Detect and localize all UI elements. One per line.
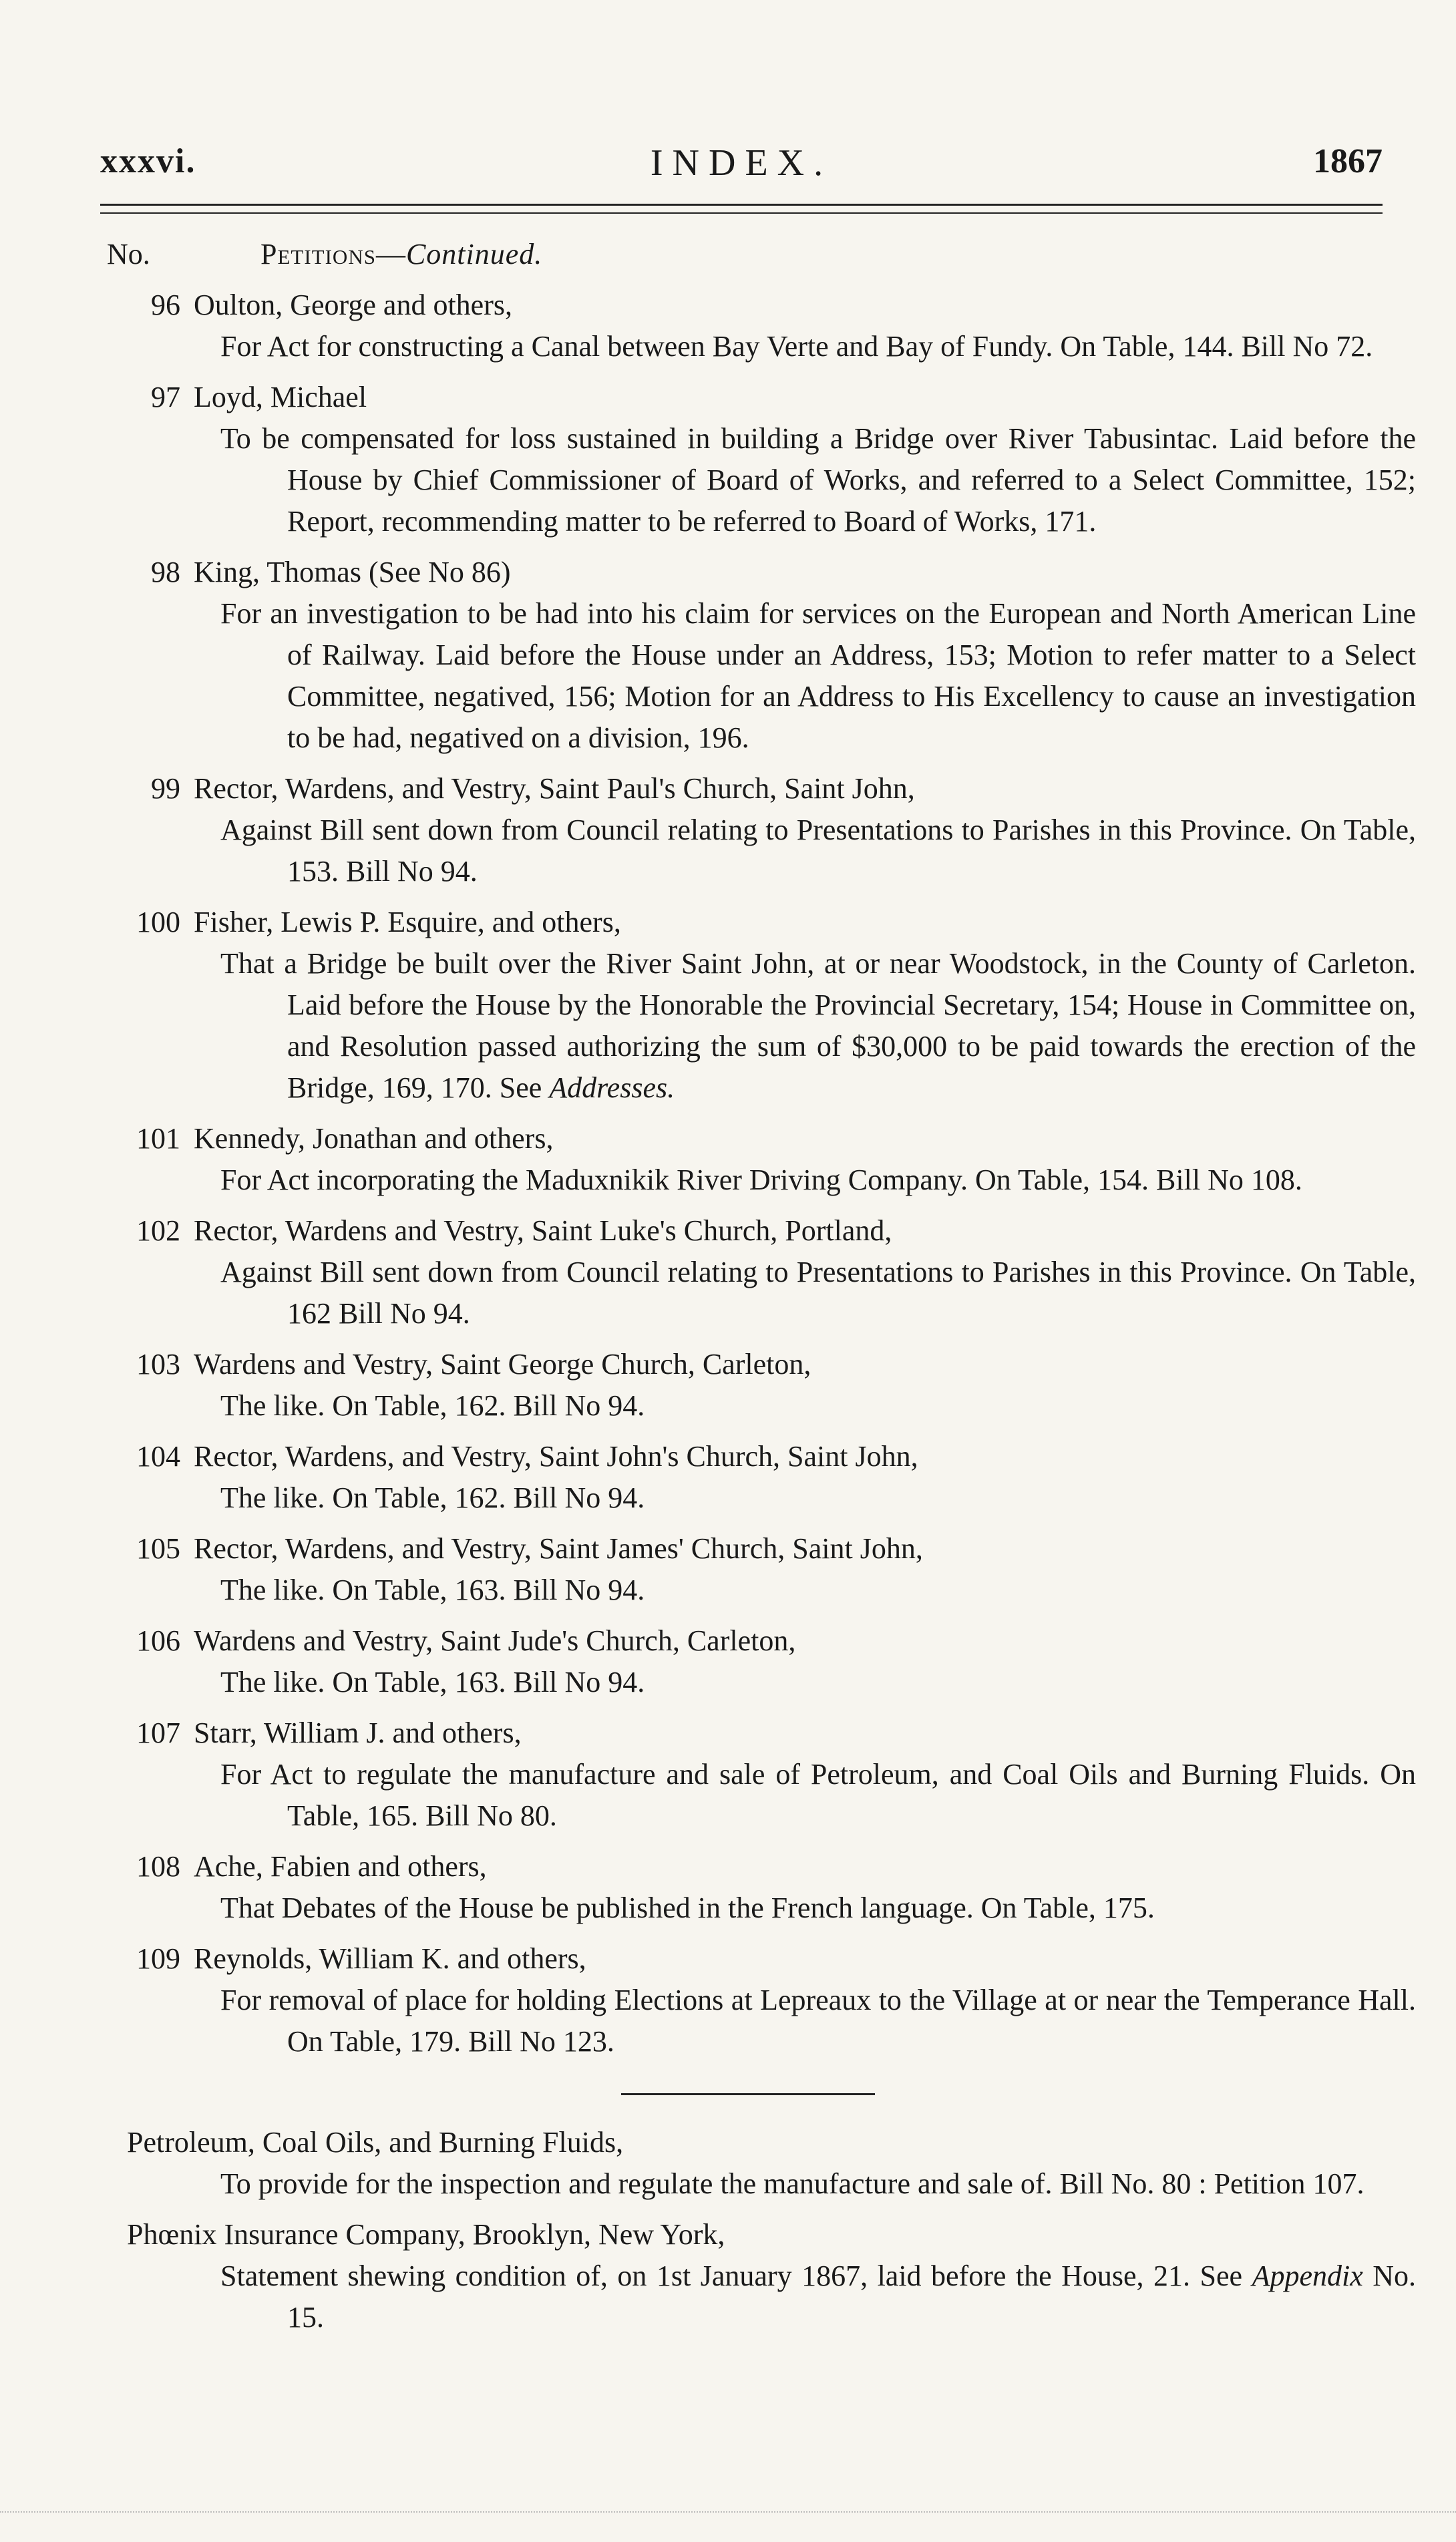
section-title: Petitions—Continued. — [260, 238, 543, 270]
petition-number: 98 — [151, 556, 180, 588]
petition-description: That a Bridge be built over the River Saint John, at or near Woodstock, in the County of Carleton. Laid before the House by the Honorable the Provincial Secretary, 154; House in Committee on, and Resolution passed authorizing the sum of $30,000 to be paid towards the erection of the Bridge, 169, 170. See Addresses. — [220, 947, 1416, 1104]
petition-entry — [107, 1620, 1416, 1703]
petition-description: For an investigation to be had into his claim for services on the European and North American Line of Railway. Laid before the House under an Address, 153; Motion to refer matter to a Select Committee, negatived, 156; Motion for an Address to His Excellency to cause an investigation to be had, negatived on a division, 196. — [220, 597, 1416, 754]
petition-description: For Act to regulate the manufacture and sale of Petroleum, and Coal Oils and Burning Fluids. On Table, 165. Bill No 80. — [220, 1758, 1416, 1832]
petitioner-name: Loyd, Michael — [194, 381, 367, 413]
petition-entry — [107, 1436, 1416, 1519]
petition-entry — [107, 1712, 1416, 1837]
petition-entry — [107, 1528, 1416, 1611]
petitioner-name: Rector, Wardens, and Vestry, Saint John's Church, Saint John, — [194, 1440, 918, 1473]
number-column-label: No. — [107, 238, 150, 270]
petition-entry — [107, 1344, 1416, 1427]
section-heading — [107, 234, 1416, 275]
petitioner-name: Ache, Fabien and others, — [194, 1850, 487, 1883]
petition-number: 105 — [136, 1532, 180, 1565]
petition-number: 109 — [136, 1942, 180, 1975]
petitioner-name: Fisher, Lewis P. Esquire, and others, — [194, 906, 621, 938]
petition-description: The like. On Table, 162. Bill No 94. — [220, 1389, 645, 1422]
petition-number: 99 — [151, 772, 180, 805]
petition-entry — [107, 552, 1416, 759]
page-number-roman: xxxvi. — [100, 142, 196, 180]
page-header — [100, 142, 1383, 188]
petition-description: The like. On Table, 163. Bill No 94. — [220, 1666, 645, 1698]
petition-number: 108 — [136, 1850, 180, 1883]
petitioner-name: Wardens and Vestry, Saint Jude's Church, Carleton, — [194, 1624, 796, 1657]
petition-description: For Act incorporating the Maduxnikik River Driving Company. On Table, 154. Bill No 108. — [220, 1163, 1302, 1196]
petition-entry — [107, 377, 1416, 542]
petition-entry — [107, 1118, 1416, 1201]
petition-number: 103 — [136, 1348, 180, 1381]
petitioner-name: Oulton, George and others, — [194, 289, 512, 321]
page-year: 1867 — [1313, 142, 1383, 180]
petitioner-name: Starr, William J. and others, — [194, 1716, 522, 1749]
petitioner-name: King, Thomas (See No 86) — [194, 556, 511, 588]
page-title: INDEX. — [650, 142, 833, 184]
petition-number: 96 — [151, 289, 180, 321]
petition-number: 106 — [136, 1624, 180, 1657]
petition-description: To be compensated for loss sustained in building a Bridge over River Tabusintac. Laid before the House by Chief Commissioner of Board of Works, and referred to a Select Committee, 152; Report, recommending matter to be referred to Board of Works, 171. — [220, 422, 1416, 538]
section-title-continued: Continued. — [405, 238, 543, 270]
petition-number: 102 — [136, 1214, 180, 1247]
index-body — [107, 234, 1416, 2338]
petition-description: For removal of place for holding Elections at Lepreaux to the Village at or near the Temperance Hall. On Table, 179. Bill No 123. — [220, 1984, 1416, 2058]
petition-description: For Act for constructing a Canal between Bay Verte and Bay of Fundy. On Table, 144. Bill No 72. — [220, 330, 1373, 363]
petition-number: 104 — [136, 1440, 180, 1473]
petitioner-name: Rector, Wardens, and Vestry, Saint James' Church, Saint John, — [194, 1532, 923, 1565]
topic-name: Petroleum, Coal Oils, and Burning Fluids, — [127, 2126, 624, 2159]
topic-entry — [107, 2214, 1416, 2338]
petition-description: Against Bill sent down from Council relating to Presentations to Parishes in this Province. On Table, 153. Bill No 94. — [220, 813, 1416, 888]
petition-entry — [107, 902, 1416, 1109]
petition-number: 100 — [136, 906, 180, 938]
petitioner-name: Rector, Wardens and Vestry, Saint Luke's Church, Portland, — [194, 1214, 892, 1247]
petitioner-name: Rector, Wardens, and Vestry, Saint Paul's Church, Saint John, — [194, 772, 915, 805]
petition-entry — [107, 1846, 1416, 1929]
page-bottom-edge — [0, 2511, 1456, 2513]
petitioner-name: Kennedy, Jonathan and others, — [194, 1122, 554, 1155]
petition-number: 97 — [151, 381, 180, 413]
petition-description: The like. On Table, 162. Bill No 94. — [220, 1481, 645, 1514]
petition-entry — [107, 1210, 1416, 1334]
petition-number: 101 — [136, 1122, 180, 1155]
header-rule-thick — [100, 204, 1383, 206]
petition-entry — [107, 768, 1416, 892]
topic-description: To provide for the inspection and regulate the manufacture and sale of. Bill No. 80 : Petition 107. — [220, 2167, 1364, 2200]
see-reference: See Addresses. — [499, 1071, 675, 1104]
petition-number: 107 — [136, 1716, 180, 1749]
petition-description: That Debates of the House be published in the French language. On Table, 175. — [220, 1891, 1155, 1924]
see-reference: See Appendix No. 15. — [287, 2259, 1417, 2334]
topic-name: Phœnix Insurance Company, Brooklyn, New York, — [127, 2218, 725, 2251]
section-divider — [621, 2093, 875, 2095]
topic-description: Statement shewing condition of, on 1st January 1867, laid before the House, 21. See Appendix No. 15. — [220, 2259, 1417, 2334]
petition-description: Against Bill sent down from Council relating to Presentations to Parishes in this Province. On Table, 162 Bill No 94. — [220, 1256, 1416, 1330]
petition-description: The like. On Table, 163. Bill No 94. — [220, 1574, 645, 1606]
header-rule-thin — [100, 212, 1383, 214]
petitioner-name: Wardens and Vestry, Saint George Church, Carleton, — [194, 1348, 811, 1381]
petition-entry — [107, 1938, 1416, 2062]
petitioner-name: Reynolds, William K. and others, — [194, 1942, 586, 1975]
petition-entry — [107, 285, 1416, 367]
topic-entry — [107, 2122, 1416, 2205]
